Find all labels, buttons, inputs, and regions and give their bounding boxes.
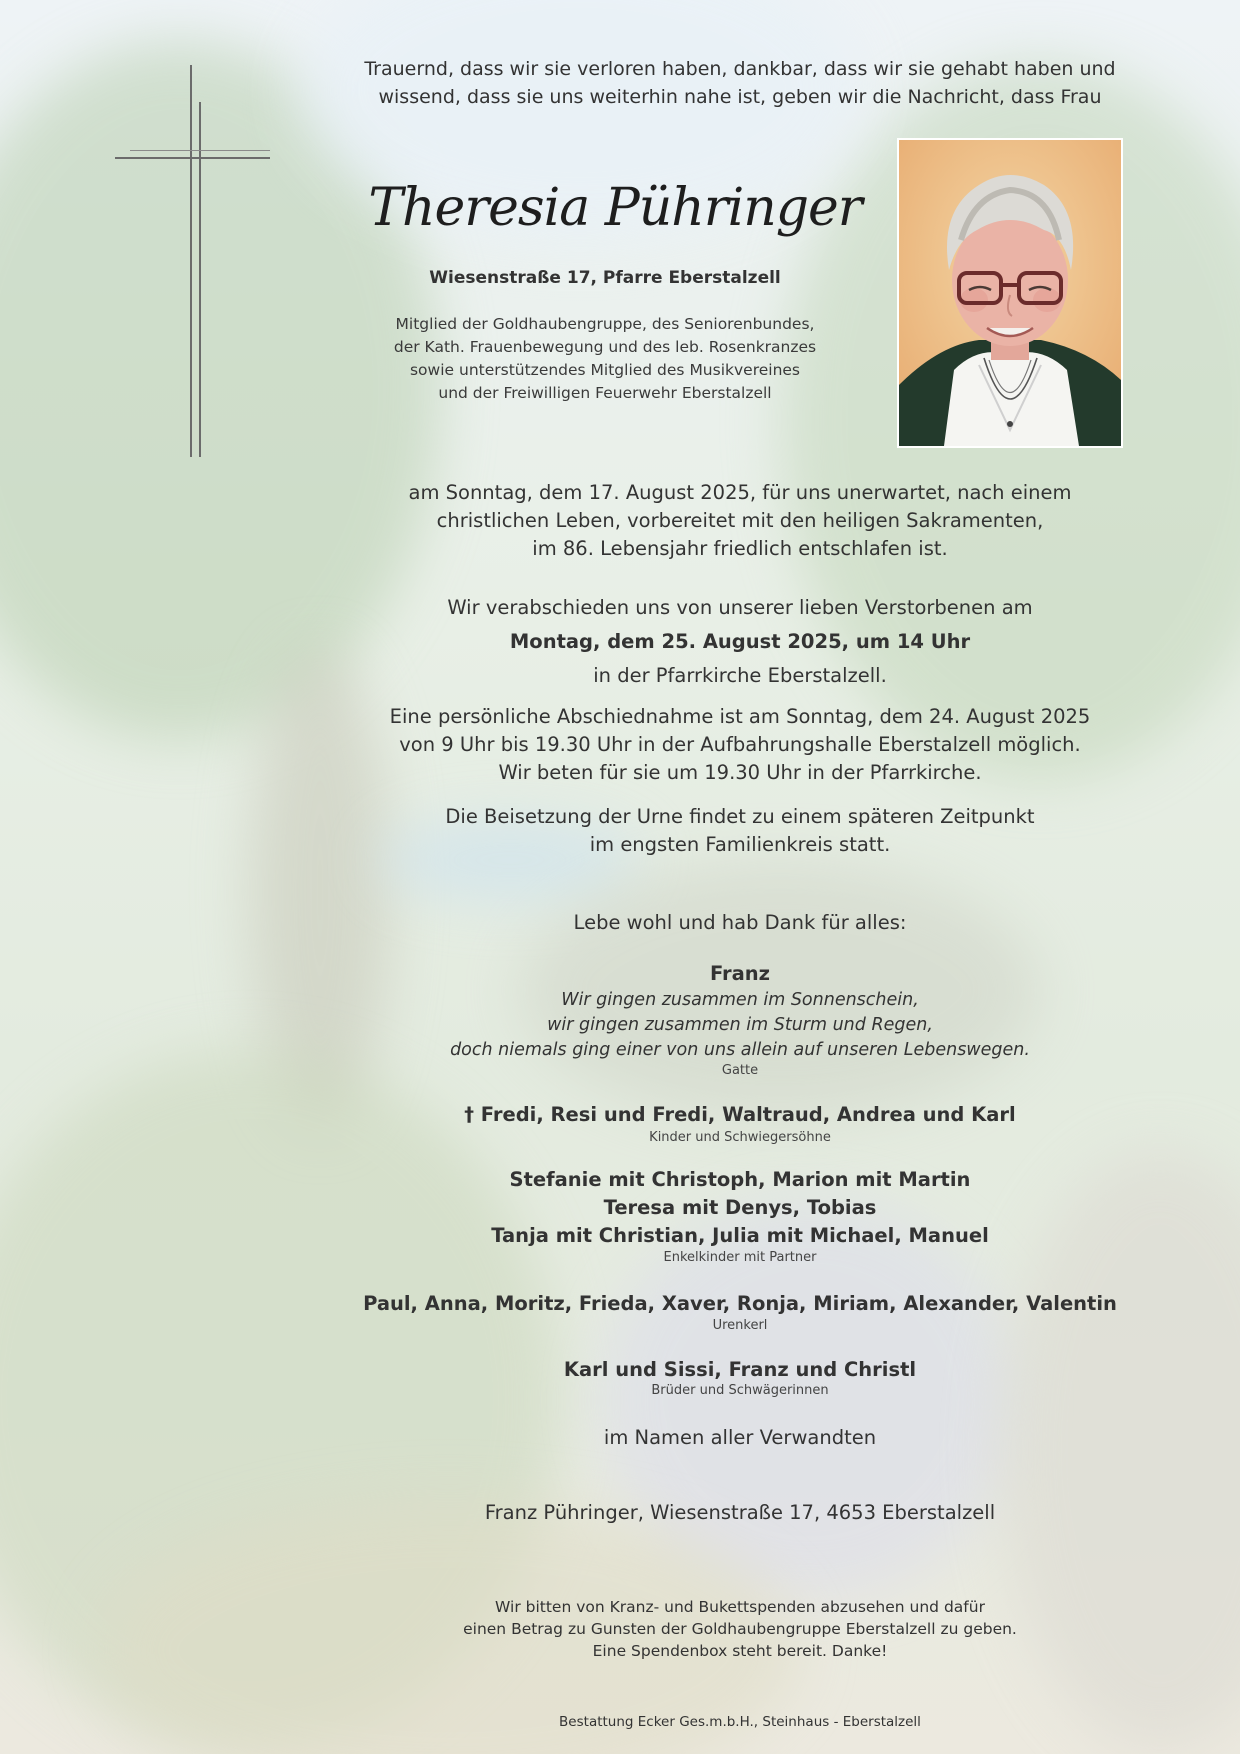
farewell-ceremony	[330, 591, 1150, 693]
burial-info	[330, 803, 1150, 859]
children-names: † Fredi, Resi und Fredi, Waltraud, Andrea und Karl	[464, 1103, 1016, 1126]
announcement-line: am Sonntag, dem 17. August 2025, für uns unerwartet, nach einem	[408, 481, 1072, 504]
membership-line: Mitglied der Goldhaubengruppe, des Seniorenbundes,	[395, 315, 815, 333]
membership-text	[345, 313, 865, 405]
farewell-intro: Wir verabschieden uns von unserer lieben Verstorbenen am	[447, 596, 1033, 619]
intro-text	[330, 55, 1150, 111]
portrait-photo	[897, 138, 1123, 448]
poem-line: doch niemals ging einer von uns allein auf unseren Lebenswegen.	[450, 1040, 1030, 1060]
grandchildren-line: Tanja mit Christian, Julia mit Michael, Manuel	[491, 1224, 989, 1247]
children-relation: Kinder und Schwiegersöhne	[649, 1130, 831, 1145]
grandchildren-relation: Enkelkinder mit Partner	[663, 1250, 817, 1265]
grandchildren-line: Stefanie mit Christoph, Marion mit Martin	[509, 1168, 971, 1191]
donation-line: Eine Spendenbox steht bereit. Danke!	[592, 1642, 888, 1660]
intro-line: Trauernd, dass wir sie verloren haben, dankbar, dass wir sie gehabt haben und	[364, 58, 1116, 80]
viewing-info	[330, 703, 1150, 787]
donation-line: einen Betrag zu Gunsten der Goldhaubengruppe Eberstalzell zu geben.	[463, 1620, 1017, 1638]
relatives-note: im Namen aller Verwandten	[603, 1426, 877, 1449]
siblings-relation: Brüder und Schwägerinnen	[651, 1383, 829, 1398]
death-announcement	[330, 479, 1150, 563]
burial-line: im engsten Familienkreis statt.	[589, 833, 891, 856]
donation-note	[330, 1596, 1150, 1662]
announcement-line: im 86. Lebensjahr friedlich entschlafen ist.	[532, 537, 948, 560]
deceased-name: Theresia Pühringer	[368, 178, 862, 238]
cross-icon	[115, 65, 275, 465]
viewing-line: von 9 Uhr bis 19.30 Uhr in der Aufbahrungshalle Eberstalzell möglich.	[399, 733, 1081, 756]
grandchildren-names	[330, 1166, 1150, 1250]
burial-line: Die Beisetzung der Urne findet zu einem späteren Zeitpunkt	[445, 805, 1035, 828]
grandchildren-line: Teresa mit Denys, Tobias	[603, 1196, 877, 1219]
spouse-poem	[330, 988, 1150, 1063]
intro-line: wissend, dass sie uns weiterhin nahe ist, geben wir die Nachricht, dass Frau	[378, 86, 1102, 108]
farewell-date-time: Montag, dem 25. August 2025, um 14 Uhr	[509, 630, 971, 653]
farewell-place: in der Pfarrkirche Eberstalzell.	[593, 664, 887, 687]
great-grandchildren-relation: Urenkerl	[712, 1318, 768, 1333]
spouse-name: Franz	[709, 962, 771, 985]
spouse-relation: Gatte	[721, 1063, 759, 1078]
contact-address: Franz Pühringer, Wiesenstraße 17, 4653 Eberstalzell	[484, 1501, 996, 1524]
deceased-address: Wiesenstraße 17, Pfarre Eberstalzell	[429, 268, 781, 288]
undertaker-footer: Bestattung Ecker Ges.m.b.H., Steinhaus - Eberstalzell	[559, 1714, 921, 1730]
donation-line: Wir bitten von Kranz- und Bukettspenden abzusehen und dafür	[495, 1598, 985, 1616]
lebewohl-heading: Lebe wohl und hab Dank für alles:	[573, 911, 907, 934]
viewing-line: Wir beten für sie um 19.30 Uhr in der Pfarrkirche.	[498, 761, 982, 784]
membership-line: der Kath. Frauenbewegung und des leb. Rosenkranzes	[393, 338, 817, 356]
membership-line: und der Freiwilligen Feuerwehr Eberstalzell	[438, 384, 772, 402]
great-grandchildren-names: Paul, Anna, Moritz, Frieda, Xaver, Ronja, Miriam, Alexander, Valentin	[363, 1292, 1117, 1315]
poem-line: Wir gingen zusammen im Sonnenschein,	[561, 990, 919, 1010]
announcement-line: christlichen Leben, vorbereitet mit den heiligen Sakramenten,	[436, 509, 1044, 532]
siblings-names: Karl und Sissi, Franz und Christl	[563, 1358, 917, 1381]
membership-line: sowie unterstützendes Mitglied des Musikvereines	[409, 361, 801, 379]
poem-line: wir gingen zusammen im Sturm und Regen,	[547, 1015, 933, 1035]
portrait-illustration	[899, 140, 1121, 446]
viewing-line: Eine persönliche Abschiednahme ist am Sonntag, dem 24. August 2025	[389, 705, 1091, 728]
